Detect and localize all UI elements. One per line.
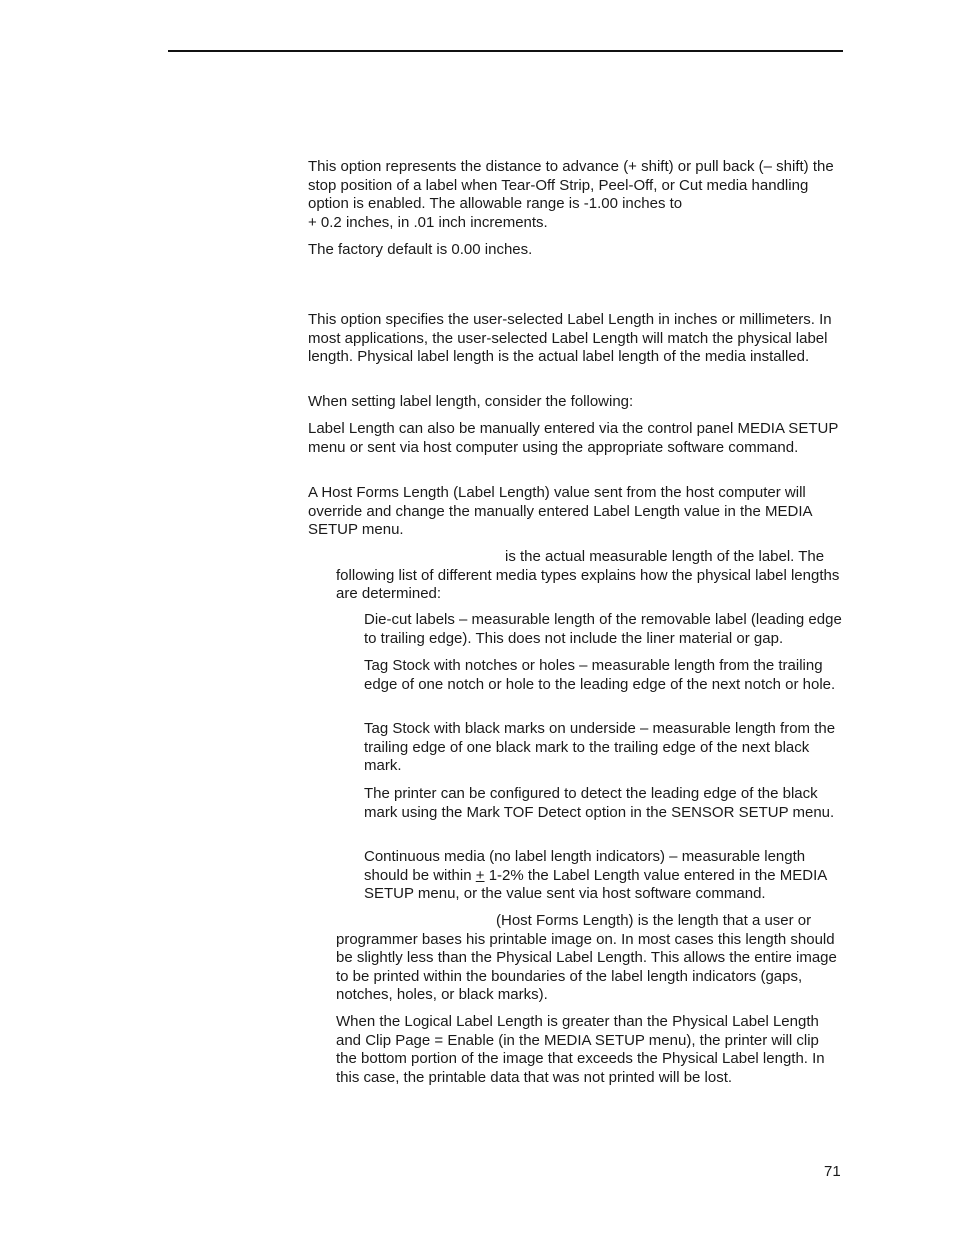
tof-adjust-description xyxy=(308,158,843,232)
media-type-notches-holes: Tag Stock with notches or holes – measurable length from the trailing edge of one notch or hole to the leading edge of the next notch or hole. xyxy=(364,657,836,693)
label-length-intro: This option specifies the user-selected Label Length in inches or millimeters. In most applications, the user-selected Label Length will match the physical label length. Physical label length is the actual label length of the media installed. xyxy=(308,311,832,366)
media-type-mark-tof-note: The printer can be configured to detect the leading edge of the black mark using the Mark TOF Detect option in the SENSOR SETUP menu. xyxy=(364,785,835,821)
media-type-black-marks: Tag Stock with black marks on underside – measurable length from the trailing edge of one black mark to the trailing edge of the next black mark. xyxy=(364,720,836,775)
continuous-text-post: 1-2% the Label Length value entered in the MEDIA SETUP menu, or the value sent via host software command. xyxy=(364,866,827,903)
label-length-host-override: A Host Forms Length (Label Length) value sent from the host computer will override and change the manually entered Label Length value in the MEDIA SETUP menu. xyxy=(308,484,812,539)
media-type-continuous xyxy=(364,848,843,904)
label-length-manual-entry: Label Length can also be manually entered via the control panel MEDIA SETUP menu or sent via host computer using the appropriate software command. xyxy=(308,420,839,456)
physical-label-length-text: is the actual measurable length of the label. The following list of different media types explains how the physical label lengths are determined: xyxy=(336,548,840,603)
tof-adjust-description-text: This option represents the distance to advance (+ shift) or pull back (– shift) the stop position of a label when Tear-Off Strip, Peel-Off, or Cut media handling option is enabled. The allowable range is -1.00 inches to xyxy=(308,158,834,213)
logical-label-length-text: (Host Forms Length) is the length that a user or programmer bases his printable image on. In most cases this length should be slightly less than the Physical Label Length. This allows the entire image to be printed within the boundaries of the label length indicators (gaps, notches, holes, or black marks). xyxy=(336,912,837,1004)
continuous-text-pre: Continuous media (no label length indicators) – measurable length should be within xyxy=(364,848,806,884)
header-rule xyxy=(168,50,843,52)
plus-minus-symbol: + xyxy=(475,866,485,884)
page-number: 71 xyxy=(824,1163,841,1180)
media-type-die-cut: Die-cut labels – measurable length of the removable label (leading edge to trailing edge). This does not include the liner material or gap. xyxy=(364,611,842,647)
label-length-consider: When setting label length, consider the following: xyxy=(308,393,634,410)
clip-page-note: When the Logical Label Length is greater than the Physical Label Length and Clip Page = Enable (in the MEDIA SETUP menu), the printer will clip the bottom portion of the image that exceeds the Physical Label length. In this case, the printable data that was not printed will be lost. xyxy=(336,1013,825,1086)
tof-adjust-description-range: + 0.2 inches, in .01 inch increments. xyxy=(308,213,548,231)
tof-adjust-default: The factory default is 0.00 inches. xyxy=(308,241,533,258)
